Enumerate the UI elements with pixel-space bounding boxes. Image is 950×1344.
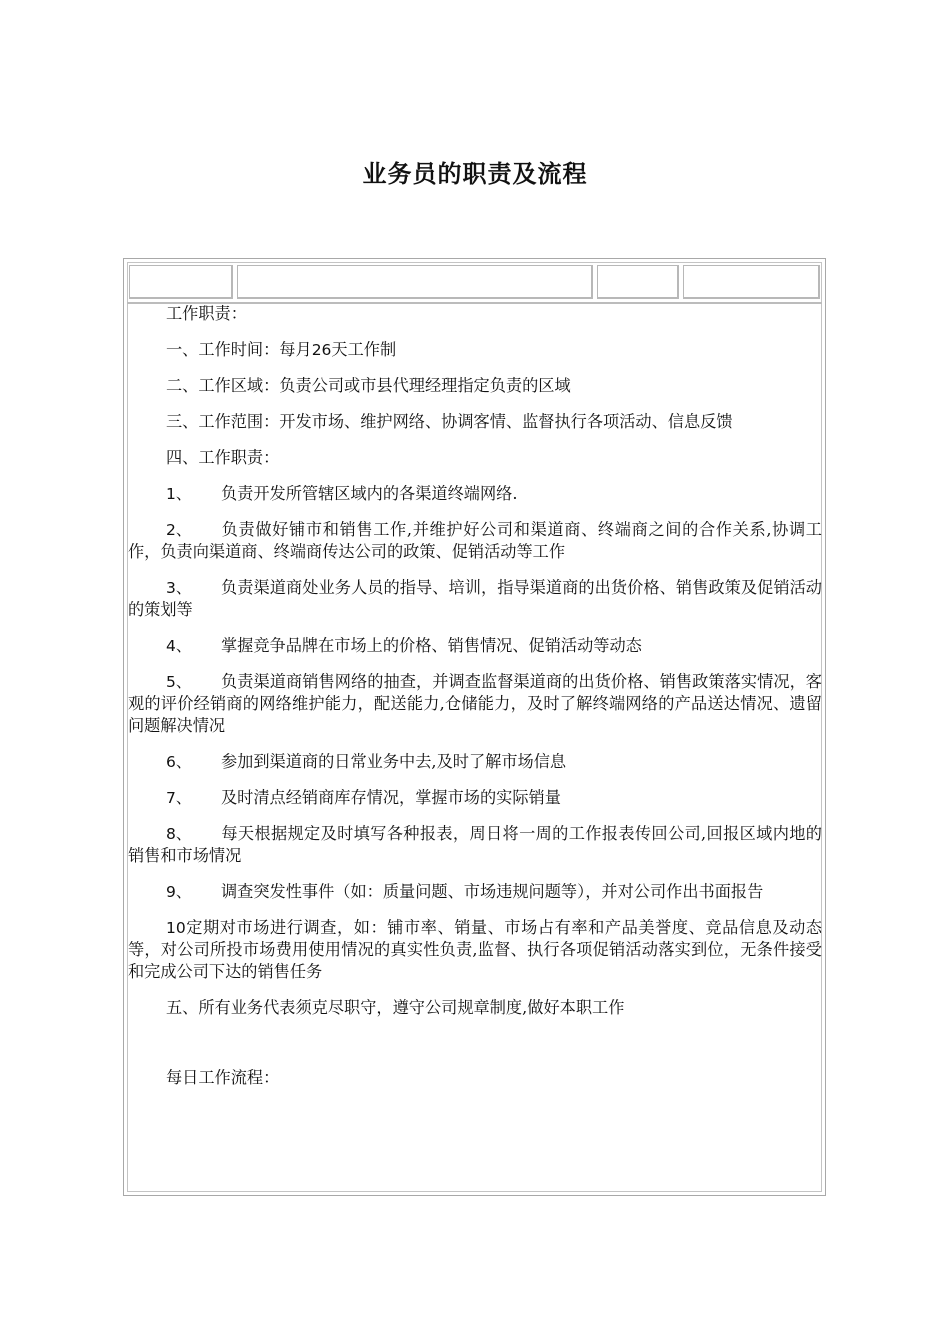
duty-text: 负责渠道商销售网络的抽查，并调查监督渠道商的出货价格、销售政策落实情况，客观的评价经销商的网络维护能力，配送能力,仓储能力，及时了解终端网络的产品送达情况、遗留问题解决情况	[128, 672, 822, 735]
duty-item	[128, 577, 822, 621]
duty-number: 7、	[166, 789, 192, 807]
duty-item	[128, 671, 822, 737]
duty-text: 掌握竞争品牌在市场上的价格、销售情况、促销活动等动态	[221, 636, 642, 655]
header-cell-3	[597, 265, 679, 299]
duty-item	[128, 635, 822, 657]
page-title: 业务员的职责及流程	[362, 160, 588, 188]
item-work-time	[128, 339, 822, 361]
duty-number: 9、	[166, 883, 192, 901]
duty-number: 8、	[166, 825, 192, 843]
item-number: 26	[311, 341, 332, 359]
duty-text: 负责做好铺市和销售工作,并维护好公司和渠道商、终端商之间的合作关系,协调工作，负责向渠道商、终端商传达公司的政策、促销活动等工作	[128, 520, 822, 561]
duty-number: 3、	[166, 579, 192, 597]
duty-text: 负责渠道商处业务人员的指导、培训，指导渠道商的出货价格、销售政策及促销活动的策划等	[128, 578, 822, 619]
item-rest: 天工作制	[331, 340, 397, 359]
document-table	[123, 258, 826, 1196]
duty-text: 参加到渠道商的日常业务中去,及时了解市场信息	[221, 752, 567, 771]
duty-item	[128, 483, 822, 505]
duty-text: 每天根据规定及时填写各种报表，周日将一周的工作报表传回公司,回报区域内地的销售和市场情况	[128, 824, 822, 865]
duty-item	[128, 751, 822, 773]
table-content-cell	[128, 303, 822, 1191]
duty-text: 调查突发性事件（如：质量问题、市场违规问题等），并对公司作出书面报告	[221, 882, 764, 901]
table-header-row	[127, 262, 822, 304]
duty-text: 定期对市场进行调查，如：铺市率、销量、市场占有率和产品美誉度、竞品信息及动态等，对公司所投市场费用使用情况的真实性负责,监督、执行各项促销活动落实到位，无条件接受和完成公司下达的销售任务	[128, 918, 822, 981]
item-duties-heading: 四、工作职责：	[166, 448, 280, 467]
duty-number: 1、	[166, 485, 192, 503]
item-work-scope: 三、工作范围：开发市场、维护网络、协调客情、监督执行各项活动、信息反馈	[166, 412, 733, 431]
duty-number: 4、	[166, 637, 192, 655]
duty-item	[128, 519, 822, 563]
duty-number: 10	[166, 919, 186, 937]
header-cell-2	[237, 265, 593, 299]
duty-text: 及时清点经销商库存情况，掌握市场的实际销量	[221, 788, 561, 807]
duty-number: 5、	[166, 673, 192, 691]
duty-item	[128, 881, 822, 903]
duty-item	[128, 823, 822, 867]
duty-text: 负责开发所管辖区域内的各渠道终端网络.	[221, 484, 518, 503]
item-work-area: 二、工作区域：负责公司或市县代理经理指定负责的区域	[166, 376, 571, 395]
item-label: 一、工作时间：每月	[166, 340, 312, 359]
header-cell-1	[129, 265, 233, 299]
duty-number: 2、	[166, 521, 192, 539]
header-cell-4	[683, 265, 820, 299]
section-heading: 工作职责：	[166, 304, 247, 323]
duty-item	[128, 787, 822, 809]
item-section-five: 五、所有业务代表须克尽职守，遵守公司规章制度,做好本职工作	[166, 998, 625, 1017]
duty-item-10	[128, 917, 822, 983]
daily-flow-heading: 每日工作流程：	[166, 1068, 280, 1087]
duty-number: 6、	[166, 753, 192, 771]
